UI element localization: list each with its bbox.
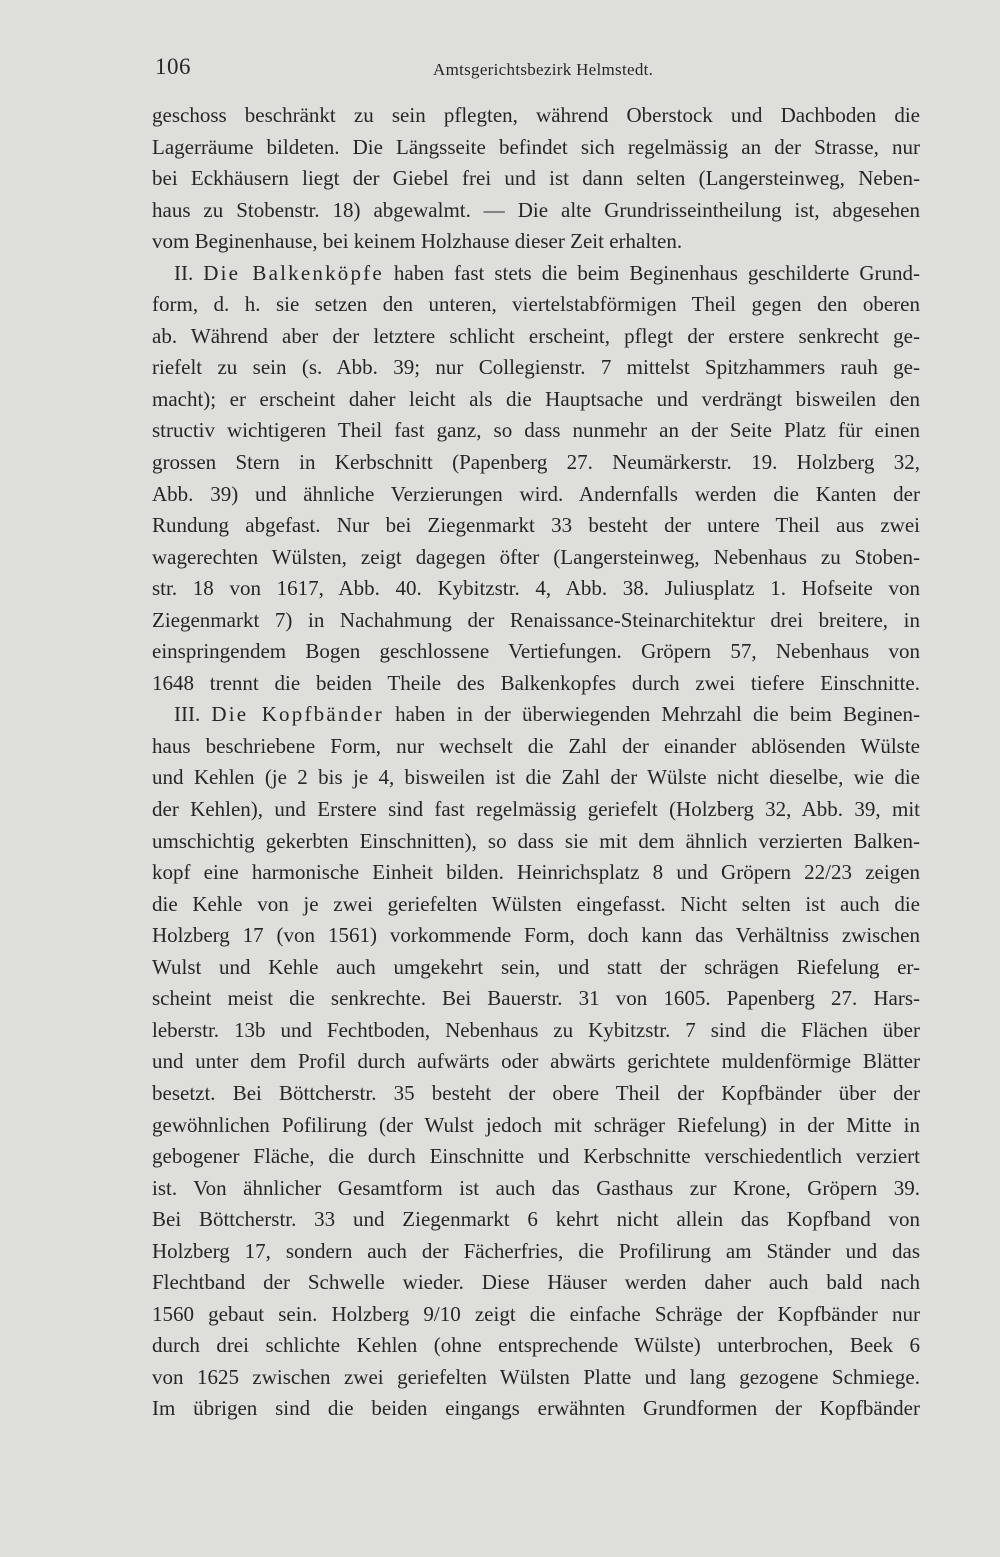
- paragraph-lead-line: [152, 258, 920, 290]
- text-line: umschichtig gekerbten Einschnitten), so dass sie mit dem ähnlich verzierten Balken-: [152, 828, 920, 853]
- text-line: Im übrigen sind die beiden eingangs erwähnten Grundformen der Kopfbänder: [152, 1396, 920, 1421]
- text-line: Holzberg 17, sondern auch der Fächerfries, die Profilirung am Ständer und das: [152, 1238, 920, 1263]
- text-line: 1648 trennt die beiden Theile des Balkenkopfes durch zwei tiefere Einschnitte.: [152, 670, 920, 695]
- text-line: gewöhnlichen Pofilirung (der Wulst jedoch mit schräger Riefelung) in der Mitte in: [152, 1112, 920, 1137]
- page-number: 106: [155, 54, 191, 79]
- text-line: structiv wichtigeren Theil fast ganz, so dass nunmehr an der Seite Platz für einen: [152, 418, 920, 443]
- text-line: str. 18 von 1617, Abb. 40. Kybitzstr. 4, Abb. 38. Juliusplatz 1. Hofseite von: [152, 576, 920, 601]
- text-line: haus zu Stobenstr. 18) abgewalmt. — Die alte Grundrisseintheilung ist, abgesehen: [152, 197, 920, 222]
- text-line: einspringendem Bogen geschlossene Vertiefungen. Gröpern 57, Nebenhaus von: [152, 639, 920, 664]
- paragraph-continuation: [152, 100, 920, 258]
- lead-line-rest: haben in der überwiegenden Mehrzahl die beim Beginen-: [384, 702, 920, 727]
- text-line: bei Eckhäusern liegt der Giebel frei und ist dann selten (Langersteinweg, Neben-: [152, 166, 920, 191]
- text-line: durch drei schlichte Kehlen (ohne entsprechende Wülste) unterbrochen, Beek 6: [152, 1333, 920, 1358]
- text-line: riefelt zu sein (s. Abb. 39; nur Collegienstr. 7 mittelst Spitzhammers rauh ge-: [152, 355, 920, 380]
- text-line: haus beschriebene Form, nur wechselt die Zahl der einander ablösenden Wülste: [152, 733, 920, 758]
- text-line: geschoss beschränkt zu sein pflegten, während Oberstock und Dachboden die: [152, 103, 920, 127]
- section-numeral: III.: [174, 702, 212, 727]
- text-line: 1560 gebaut sein. Holzberg 9/10 zeigt die einfache Schräge der Kopfbänder nur: [152, 1301, 920, 1326]
- text-line: und unter dem Profil durch aufwärts oder abwärts gerichtete muldenförmige Blätter: [152, 1049, 920, 1074]
- text-line: ist. Von ähnlicher Gesamtform ist auch das Gasthaus zur Krone, Gröpern 39.: [152, 1175, 920, 1200]
- section-numeral: II.: [174, 260, 204, 285]
- text-line: Holzberg 17 (von 1561) vorkommende Form, doch kann das Verhältniss zwischen: [152, 923, 920, 948]
- text-line: Lagerräume bildeten. Die Längsseite befindet sich regelmässig an der Strasse, nur: [152, 134, 920, 159]
- section-term: Die Kopfbänder: [211, 702, 384, 727]
- section-term: Die Balkenköpfe: [203, 260, 384, 285]
- lead-line-rest: haben fast stets die beim Beginenhaus geschilderte Grund-: [383, 260, 920, 285]
- text-line: form, d. h. sie setzen den unteren, viertelstabförmigen Theil gegen den oberen: [152, 292, 920, 317]
- paragraph-kopfbaender: [152, 699, 920, 1425]
- text-line: scheint meist die senkrechte. Bei Bauerstr. 31 von 1605. Papenberg 27. Hars-: [152, 986, 920, 1011]
- text-line: vom Beginenhause, bei keinem Holzhause dieser Zeit erhalten.: [152, 229, 683, 254]
- running-header: [150, 50, 915, 86]
- text-line: wagerechten Wülsten, zeigt dagegen öfter (Langersteinweg, Nebenhaus zu Stoben-: [152, 544, 920, 569]
- text-line: gebogener Fläche, die durch Einschnitte und Kerbschnitte verschiedentlich verziert: [152, 1144, 920, 1169]
- body-text: [152, 100, 920, 1425]
- running-title: Amtsgerichtsbezirk Helmstedt.: [433, 60, 654, 79]
- text-line: die Kehle von je zwei geriefelten Wülsten eingefasst. Nicht selten ist auch die: [152, 891, 920, 916]
- text-line: Ziegenmarkt 7) in Nachahmung der Renaissance-Steinarchitektur drei breitere, in: [152, 607, 920, 632]
- text-line: grossen Stern in Kerbschnitt (Papenberg 27. Neumärkerstr. 19. Holzberg 32,: [152, 450, 920, 475]
- paragraph-lead-line: [152, 699, 920, 731]
- text-line: Rundung abgefast. Nur bei Ziegenmarkt 33 besteht der untere Theil aus zwei: [152, 513, 920, 538]
- text-line: Bei Böttcherstr. 33 und Ziegenmarkt 6 kehrt nicht allein das Kopfband von: [152, 1207, 920, 1232]
- text-line: besetzt. Bei Böttcherstr. 35 besteht der obere Theil der Kopfbänder über der: [152, 1080, 920, 1105]
- text-line: und Kehlen (je 2 bis je 4, bisweilen ist die Zahl der Wülste nicht dieselbe, wie die: [152, 765, 920, 790]
- text-line: Wulst und Kehle auch umgekehrt sein, und statt der schrägen Riefelung er-: [152, 954, 920, 979]
- text-line: macht); er erscheint daher leicht als die Hauptsache und verdrängt bisweilen den: [152, 386, 920, 411]
- text-line: der Kehlen), und Erstere sind fast regelmässig geriefelt (Holzberg 32, Abb. 39, mit: [152, 797, 920, 822]
- text-line: kopf eine harmonische Einheit bilden. Heinrichsplatz 8 und Gröpern 22/23 zeigen: [152, 860, 920, 885]
- paragraph-balkenkoepfe: [152, 258, 920, 700]
- text-line: von 1625 zwischen zwei geriefelten Wülsten Platte und lang gezogene Schmiege.: [152, 1364, 920, 1389]
- text-line: Abb. 39) und ähnliche Verzierungen wird. Andernfalls werden die Kanten der: [152, 481, 920, 506]
- text-line: leberstr. 13b und Fechtboden, Nebenhaus zu Kybitzstr. 7 sind die Flächen über: [152, 1017, 920, 1042]
- text-line: Flechtband der Schwelle wieder. Diese Häuser werden daher auch bald nach: [152, 1270, 920, 1295]
- text-line: ab. Während aber der letztere schlicht erscheint, pflegt der erstere senkrecht ge-: [152, 323, 920, 348]
